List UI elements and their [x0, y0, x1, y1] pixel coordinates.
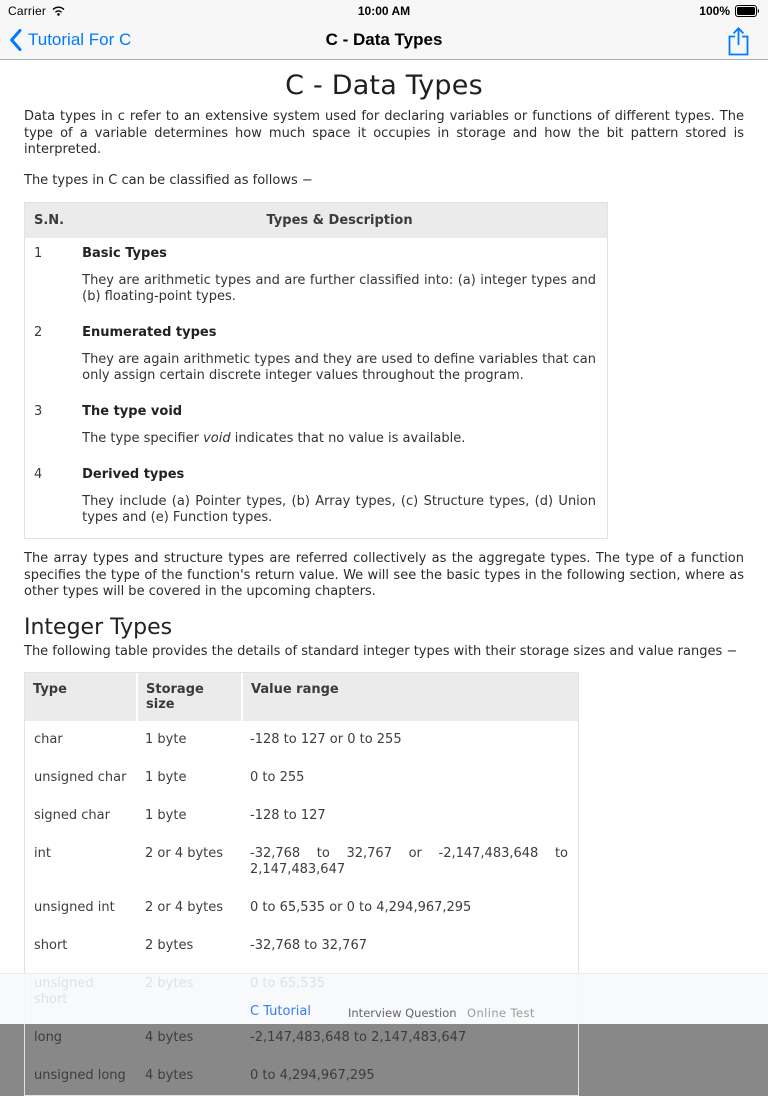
- type-cell: signed char: [34, 808, 110, 823]
- integer-header-storage: Storage size: [136, 673, 241, 721]
- footer-link-online-test[interactable]: Online Test: [467, 1006, 535, 1020]
- range-cell: -2,147,483,648 to 2,147,483,647: [250, 1030, 467, 1045]
- bottom-toolbar: [0, 973, 768, 1024]
- back-button[interactable]: [9, 21, 131, 59]
- row-title: Derived types: [82, 467, 185, 482]
- aggregate-paragraph: The array types and structure types are referred collectively as the aggregate types. The type of a function specifies the type of the function's return value. We will see the basic types in the following section, where as other types will be covered in the upcoming chapters.: [24, 551, 744, 599]
- row-number: 3: [34, 404, 43, 419]
- storage-cell: 4 bytes: [145, 1068, 194, 1083]
- row-title: Enumerated types: [82, 325, 217, 340]
- range-cell: -128 to 127: [250, 808, 326, 823]
- nav-bar: [0, 21, 768, 60]
- storage-cell: 2 or 4 bytes: [145, 900, 224, 915]
- row-number: 2: [34, 325, 43, 340]
- row-description-cell: [72, 459, 607, 539]
- integer-header-range: Value range: [241, 673, 578, 721]
- battery-percent-label: 100%: [699, 3, 730, 18]
- row-description-cell: [72, 317, 607, 396]
- type-cell: unsigned int: [34, 900, 115, 915]
- row-description: They include (a) Pointer types, (b) Array types, (c) Structure types, (d) Union types and (e) Function types.: [82, 494, 596, 525]
- range-cell: -32,768 to 32,767: [250, 938, 367, 953]
- table-row: [25, 1057, 578, 1095]
- integer-types-heading: Integer Types: [24, 614, 173, 640]
- storage-cell: 1 byte: [145, 770, 187, 785]
- article-scroll-area[interactable]: [0, 69, 768, 1096]
- range-cell: -32,768 to 32,767 or -2,147,483,648 to 2,147,483,647: [250, 846, 568, 877]
- table-row: [25, 238, 608, 317]
- footer-link-c-tutorial[interactable]: C Tutorial: [250, 1004, 312, 1019]
- row-description: They are again arithmetic types and they are used to define variables that can only assign certain discrete integer values throughout the program.: [82, 352, 596, 383]
- table-row: [25, 317, 608, 396]
- integer-table-header-row: [25, 673, 578, 721]
- row-description: The type specifier void indicates that no value is available.: [82, 431, 466, 446]
- table-row: [25, 396, 608, 459]
- types-description-table: [24, 202, 608, 539]
- share-icon: [726, 26, 751, 56]
- table-row: [25, 459, 608, 539]
- types-table-header-row: [25, 203, 608, 239]
- nav-title: C - Data Types: [325, 30, 443, 49]
- carrier-label: Carrier: [8, 3, 47, 18]
- integer-header-type: Type: [25, 673, 136, 721]
- battery-icon: [735, 5, 760, 17]
- type-cell: unsigned char: [34, 770, 127, 785]
- storage-cell: 2 or 4 bytes: [145, 846, 224, 861]
- range-cell: -128 to 127 or 0 to 255: [250, 732, 402, 747]
- row-description: They are arithmetic types and are further classified into: (a) integer types and (b) floating-point types.: [82, 273, 596, 304]
- type-cell: int: [34, 846, 51, 861]
- intro-paragraph: Data types in c refer to an extensive system used for declaring variables or functions of different types. The type of a variable determines how much space it occupies in storage and how the bit pattern stored is interpreted.: [24, 109, 744, 157]
- range-cell: 0 to 65,535 or 0 to 4,294,967,295: [250, 900, 472, 915]
- status-bar-left: [8, 4, 66, 18]
- range-cell: 0 to 255: [250, 770, 305, 785]
- range-cell: 0 to 4,294,967,295: [250, 1068, 375, 1083]
- footer-link-interview-question[interactable]: Interview Question: [348, 1006, 457, 1020]
- type-cell: short: [34, 938, 68, 953]
- row-number: 1: [34, 246, 43, 261]
- status-bar: [0, 0, 768, 21]
- storage-cell: 2 bytes: [145, 938, 194, 953]
- type-cell: long: [34, 1030, 63, 1045]
- table-row: [25, 797, 578, 835]
- table-row: [25, 1019, 578, 1057]
- back-chevron-icon: [9, 29, 22, 51]
- row-description-cell: [72, 238, 607, 317]
- table-row: [25, 835, 578, 889]
- table-row: [25, 927, 578, 965]
- row-description-cell: [72, 396, 607, 459]
- page-title: C - Data Types: [285, 70, 483, 101]
- row-title: Basic Types: [82, 246, 167, 261]
- row-number: 4: [34, 467, 43, 482]
- types-header-description: Types & Description: [72, 203, 607, 239]
- storage-cell: 4 bytes: [145, 1030, 194, 1045]
- integer-intro-paragraph: The following table provides the details of standard integer types with their storage sizes and value ranges −: [24, 643, 738, 659]
- table-row: [25, 721, 578, 759]
- type-cell: unsigned long: [34, 1068, 126, 1083]
- back-button-label: Tutorial For C: [28, 30, 132, 49]
- row-title: The type void: [82, 404, 183, 419]
- wifi-icon: [51, 5, 66, 16]
- status-time: 10:00 AM: [357, 3, 411, 18]
- storage-cell: 1 byte: [145, 808, 187, 823]
- status-bar-right: [699, 4, 760, 18]
- types-header-sn: S.N.: [25, 203, 73, 239]
- type-cell: char: [34, 732, 63, 747]
- share-button[interactable]: [723, 24, 753, 58]
- table-row: [25, 759, 578, 797]
- table-row: [25, 889, 578, 927]
- integer-types-table: [24, 672, 579, 1096]
- classify-line: The types in C can be classified as follows −: [24, 172, 313, 188]
- storage-cell: 1 byte: [145, 732, 187, 747]
